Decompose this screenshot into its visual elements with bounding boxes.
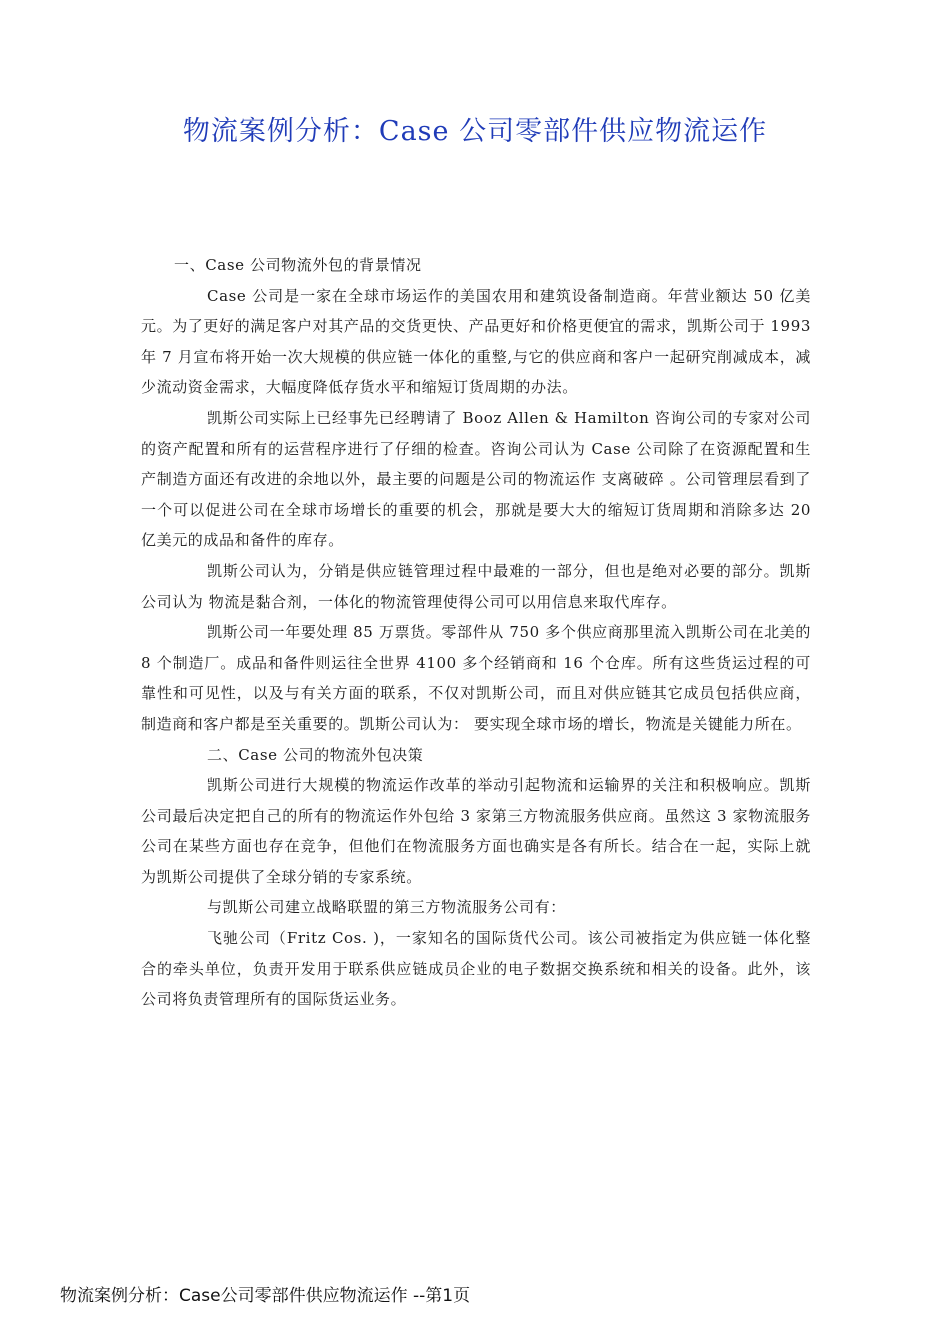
paragraph: 凯斯公司认为，分销是供应链管理过程中最难的一部分，但也是绝对必要的部分。凯斯公司认为 物流是黏合剂，一体化的物流管理使得公司可以用信息来取代库存。 <box>141 561 811 611</box>
paragraph: 飞驰公司（Fritz Cos. )，一家知名的国际货代公司。该公司被指定为供应链一体化整合的牵头单位，负责开发用于联系供应链成员企业的电子数据交换系统和相关的设备。此外，该公司将负责管理所有的国际货运业务。 <box>141 929 811 1009</box>
page-footer: 物流案例分析：Case公司零部件供应物流运作 --第1页 <box>60 1286 471 1306</box>
paragraph: Case 公司是一家在全球市场运作的美国农用和建筑设备制造商。年营业额达 50 亿美元。为了更好的满足客户对其产品的交货更快、产品更好和价格更便宜的需求，凯斯公司于 1993 年 7 月宣布将开始一次大规模的供应链一体化的重整,与它的供应商和客户一起研究削减成本，减少流动资金需求，大幅度降低存货水平和缩短订货周期的办法。 <box>141 286 811 397</box>
paragraph: 凯斯公司实际上已经事先已经聘请了 Booz Allen & Hamilton 咨询公司的专家对公司的资产配置和所有的运营程序进行了仔细的检查。咨询公司认为 Case 公司除了在资源配置和生产制造方面还有改进的余地以外，最主要的问题是公司的物流运作 支离破碎 。公司管理层看到了一个可以促进公司在全球市场增长的重要的机会，那就是要大大的缩短订货周期和消除多达 20 亿美元的成品和备件的库存。 <box>141 408 811 550</box>
section-heading-background: 一、Case 公司物流外包的背景情况 <box>174 256 422 274</box>
document-body <box>141 250 811 1015</box>
paragraph: 与凯斯公司建立战略联盟的第三方物流服务公司有： <box>207 898 566 917</box>
document-title: 物流案例分析：Case 公司零部件供应物流运作 <box>182 116 768 147</box>
paragraph: 凯斯公司进行大规模的物流运作改革的举动引起物流和运输界的关注和积极响应。凯斯公司最后决定把自己的所有的物流运作外包给 3 家第三方物流服务供应商。虽然这 3 家物流服务公司在某些方面也存在竞争，但他们在物流服务方面也确实是各有所长。结合在一起，实际上就为凯斯公司提供了全球分销的专家系统。 <box>141 776 811 886</box>
section-heading-decision: 二、Case 公司的物流外包决策 <box>207 745 424 764</box>
paragraph: 凯斯公司一年要处理 85 万票货。零部件从 750 多个供应商那里流入凯斯公司在北美的 8 个制造厂。成品和备件则运往全世界 4100 多个经销商和 16 个仓库。所有这些货运过程的可靠性和可见性，以及与有关方面的联系，不仅对凯斯公司，而且对供应链其它成员包括供应商，制造商和客户都是至关重要的。凯斯公司认为： 要实现全球市场的增长，物流是关键能力所在。 <box>141 623 811 733</box>
